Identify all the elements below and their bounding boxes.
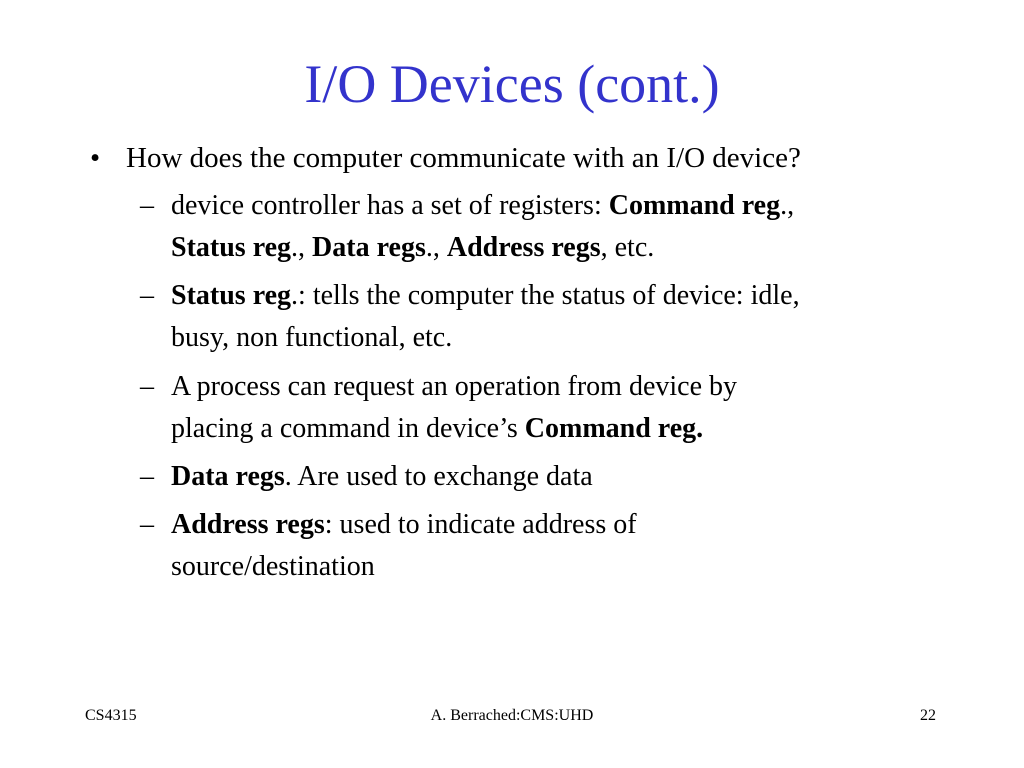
- text-run: .: tells the computer the status of device: idle,: [291, 280, 800, 311]
- sub-bullet-item: [140, 185, 960, 269]
- bold-term: Command reg: [608, 190, 781, 221]
- sub-bullet-item: [140, 504, 960, 588]
- sub-bullet-text: [171, 366, 960, 450]
- text-run: device controller has a set of registers:: [171, 190, 609, 221]
- bold-term: Status reg: [171, 232, 292, 263]
- bold-term: Command reg.: [524, 413, 704, 444]
- bullet-item: [90, 137, 970, 179]
- sub-bullet-item: [140, 275, 960, 359]
- sub-bullet-text: [171, 456, 960, 498]
- footer-course: CS4315: [85, 707, 137, 724]
- text-run: .,: [291, 232, 313, 263]
- sub-bullet-item: [140, 366, 960, 450]
- bullet-text: How does the computer communicate with an I/O device?: [126, 142, 801, 174]
- footer-author: A. Berrached:CMS:UHD: [430, 707, 594, 724]
- text-run: source/destination: [171, 551, 375, 582]
- dash-marker: –: [140, 280, 154, 311]
- bold-term: Status reg: [171, 280, 292, 311]
- bullet-marker: •: [90, 142, 101, 174]
- sub-bullet-text: [171, 185, 960, 269]
- dash-marker: –: [140, 461, 154, 492]
- text-run: : used to indicate address of: [324, 509, 637, 540]
- text-run: placing a command in device’s: [171, 413, 525, 444]
- slide-title: I/O Devices (cont.): [304, 54, 720, 114]
- bold-term: Data regs: [312, 232, 426, 263]
- footer-page-number: 22: [920, 707, 936, 724]
- bold-term: Address regs: [446, 232, 601, 263]
- text-run: . Are used to exchange data: [284, 461, 593, 492]
- sub-bullet-text: [171, 275, 960, 359]
- text-run: .,: [780, 190, 795, 221]
- bold-term: Data regs: [171, 461, 285, 492]
- sub-bullet-item: [140, 456, 960, 498]
- dash-marker: –: [140, 509, 154, 540]
- dash-marker: –: [140, 190, 154, 221]
- text-run: busy, non functional, etc.: [171, 322, 453, 353]
- bold-term: Address regs: [171, 509, 325, 540]
- text-run: , etc.: [600, 232, 655, 263]
- dash-marker: –: [140, 371, 154, 402]
- sub-bullet-text: [171, 504, 960, 588]
- text-run: .,: [425, 232, 447, 263]
- text-run: A process can request an operation from device by: [171, 371, 738, 402]
